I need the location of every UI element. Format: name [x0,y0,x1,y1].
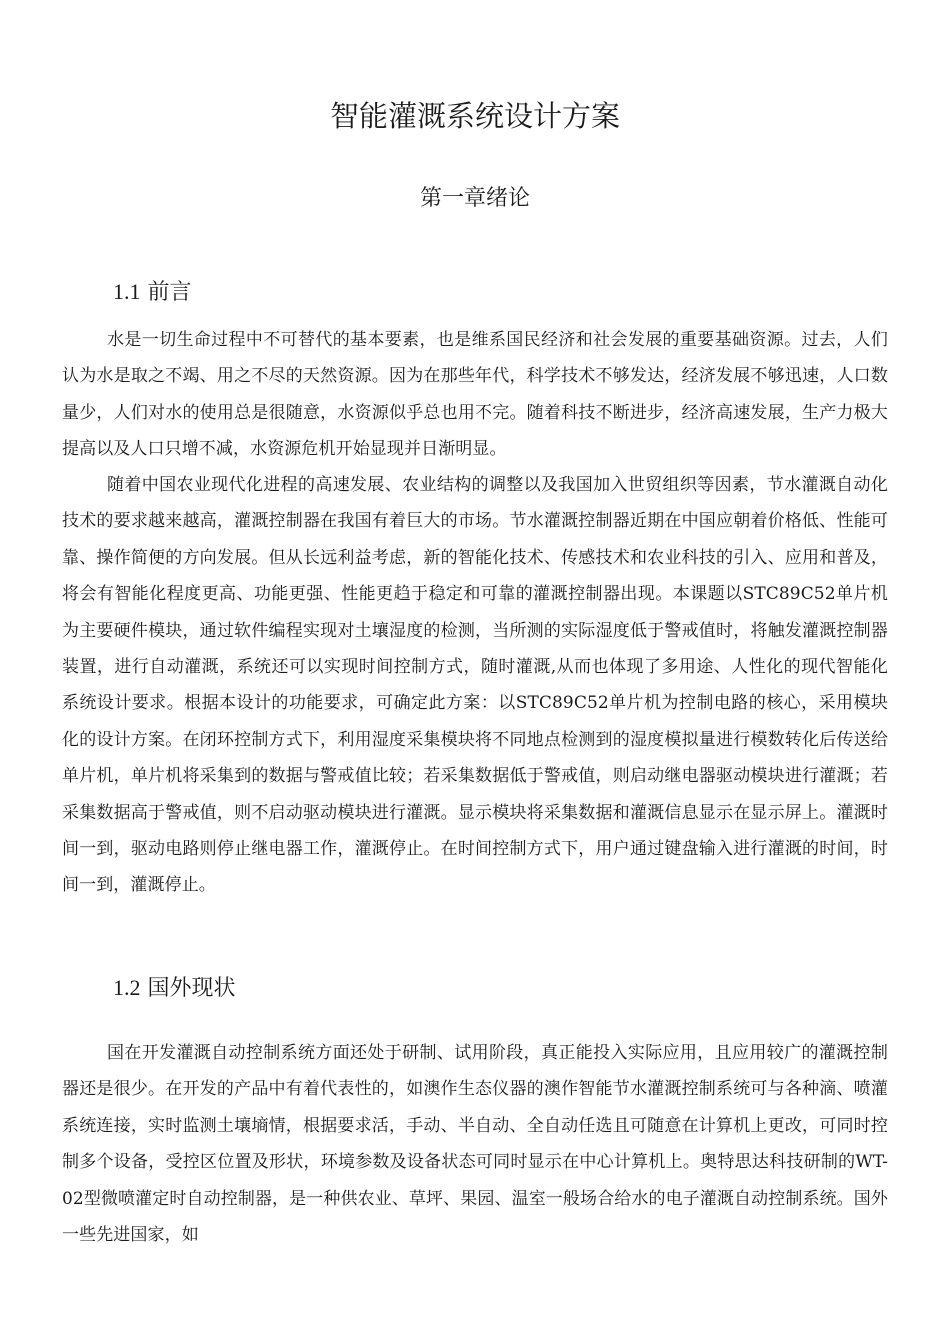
document-title: 智能灌溉系统设计方案 [329,99,620,133]
section-title: 前言 [147,280,192,305]
paragraph-1-1-a: 水是一切生命过程中不可替代的基本要素，也是维系国民经济和社会发展的重要基础资源。过去，人们认为水是取之不竭、用之不尽的天然资源。因为在那些年代，科学技术不够发达，经济发展不够迅速，人口数量少，人们对水的使用总是很随意，水资源似乎总也用不完。随着科技不断进步，经济高速发展，生产力极大提高以及人口只增不减，水资源危机开始显现并日渐明显。 [62,330,888,460]
section-title: 国外现状 [147,976,236,1001]
section-number: 1.1 [113,279,141,304]
paragraph-1-1-b: 随着中国农业现代化进程的高速发展、农业结构的调整以及我国加入世贸组织等因素，节水灌溉自动化技术的要求越来越高，灌溉控制器在我国有着巨大的市场。节水灌溉控制器近期在中国应朝着价格低、性能可靠、操作简便的方向发展。但从长远利益考虑，新的智能化技术、传感技术和农业科技的引入、应用和普及，将会有智能化程度更高、功能更强、性能更趋于稳定和可靠的灌溉控制器出现。本课题以STC89C52单片机为主要硬件模块，通过软件编程实现对土壤湿度的检测，当所测的实际湿度低于警戒值时，将触发灌溉控制器装置，进行自动灌溉，系统还可以实现时间控制方式，随时灌溉,从而也体现了多用途、人性化的现代智能化系统设计要求。根据本设计的功能要求，可确定此方案：以STC89C52单片机为控制电路的核心，采用模块化的设计方案。在闭环控制方式下，利用湿度采集模块将不同地点检测到的湿度模拟量进行模数转化后传送给单片机，单片机将采集到的数据与警戒值比较；若采集数据低于警戒值，则启动继电器驱动模块进行灌溉；若采集数据高于警戒值，则不启动驱动模块进行灌溉。显示模块将采集数据和灌溉信息显示在显示屏上。灌溉时间一到，驱动电路则停止继电器工作，灌溉停止。在时间控制方式下，用户通过键盘输入进行灌溉的时间，时间一到，灌溉停止。 [62,475,888,896]
chapter-heading: 第一章绪论 [419,186,530,211]
section-heading-1-1 [113,276,192,309]
paragraph-1-2-a: 国在开发灌溉自动控制系统方面还处于研制、试用阶段，真正能投入实际应用，且应用较广的灌溉控制器还是很少。在开发的产品中有着代表性的，如澳作生态仪器的澳作智能节水灌溉控制系统可与各种滴、喷灌系统连接，实时监测土壤墒情，根据要求活，手动、半自动、全自动任选且可随意在计算机上更改，可同时控制多个设备，受控区位置及形状，环境参数及设备状态可同时显示在中心计算机上。奥特思达科技研制的WT-02型微喷灌定时自动控制器，是一种供农业、草坪、果园、温室一般场合给水的电子灌溉自动控制系统。国外一些先进国家，如 [62,1043,888,1246]
section-heading-1-2 [113,972,236,1005]
section-number: 1.2 [113,975,141,1000]
